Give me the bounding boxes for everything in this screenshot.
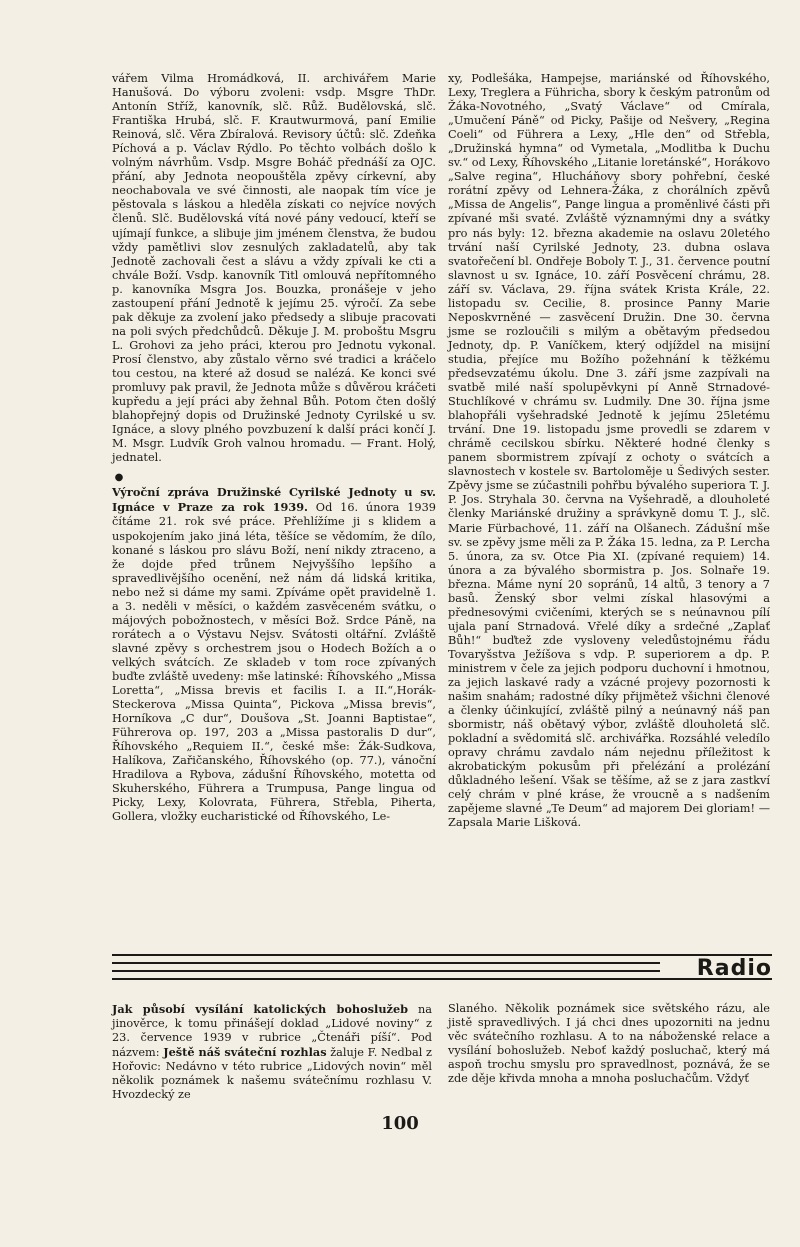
annual-report-title: Výroční zpráva Družinské Cyrilské Jednoty u sv. Ignáce v Praze za rok 1939.: [112, 485, 436, 515]
radio-article: [112, 1002, 432, 1102]
radio-left-column: [112, 1002, 432, 1102]
annual-report-continued: xy, Podlešáka, Hampejse, mariánské od Říhovského, Lexy, Treglera a Führicha, sbory k českým patronům od Žáka-Novotného, „Svatý Václave“ od Cmírala, „Umučení Páně“ od Picky, Pašije od Nešvery, „Regina Coeli“ od Führera a Lexy, „Hle den“ od Střebla, „Družinská hymna“ od Vymetala, „Modlitba k Duchu sv.“ od Lexy, Říhovského „Litanie loretánské“, Horákovo „Salve regina“, Hlucháňovy sbory pohřební, české rorátní zpěvy od Lehnera-Žáka, z chorálních zpěvů „Missa de Angelis“, Pange lingua a proměnlivé části při zpívané mši svaté. Zvláště významnými dny a svátky pro nás byly: 12. března akademie na oslavu 20letého trvání naší Cyrilské Jednoty, 23. dubna oslava svatořečení bl. Ondřeje Boboly T. J., 31. července poutní slavnost u sv. Ignáce, 10. září Posvěcení chrámu, 28. září sv. Václava, 29. října svátek Krista Krále, 22. listopadu sv. Cecilie, 8. prosince Panny Marie Neposkvrněné — zasvěcení Družin. Dne 30. června jsme se rozloučili s milým a obětavým předsedou Jednoty, dp. P. Vaníčkem, který odjíždel na misijní studia, přejíce mu Božího požehnání k těžkému předsevzatému úkolu. Dne 3. září jsme zazpívali na svatbě milé naší spolupěvkyni pí Anně Strnadové-Stuchlíkové v chrámu sv. Ludmily. Dne 30. října jsme blahopřáli vyšehradské Jednotě k jejímu 25letému trvání. Dne 19. listopadu jsme provedli se zdarem v chrámě cecilskou sbírku. Některé hodné členky s panem sbormistrem zpívají z ochoty o svátcích a slavnostech v kostele sv. Bartoloměje u Šedivých sester. Zpěvy jsme se zúčastnili pohřbu bývalého superiora T. J. P. Jos. Stryhala 30. června na Vyšehradě, a dlouholeté členky Mariánské družiny a správkyně domu T. J., slč. Marie Fürbachové, 11. září na Olšanech. Zádušní mše sv. se zpěvy jsme měli za P. Žáka 15. ledna, za P. Lercha 5. února, za sv. Otce Pia XI. (zpívané requiem) 14. února a za bývalého sbormistra p. Jos. Solnaře 19. března. Máme nyní 20 sopránů, 14 altů, 3 tenory a 7 basů. Ženský sbor velmi získal hlasovými a přednesovými cvičeními, kterých se s neúnavnou pílí ujala paní Strnadová. Vřelé díky a srdečné „Zaplať Bůh!“ buďtež zde vysloveny veledůstojnému řádu Tovaryšstva Ježíšova s vdp. P. superiorem a dp. P. ministrem v čele za jejich podporu duchovní i hmotnou, za jejich laskavé rady a vzácné projevy pozornosti k našim snahám; radostné díky přijmětež všichni členové a členky účinkující, zvláště pilný a neúnavný náš pan sbormistr, náš obětavý výbor, zvláště dlouholetá slč. pokladní a svědomitá slč. archivářka. Rozsáhlé veledílo opravy chrámu zavdalo nám nejednu příležitost k akrobatickým pokusům při přelézání a prolézání důkladného lešení. Však se těšíme, až se z jara zastkví celý chrám v plné kráse, že vroucně a s nadšením zapějeme slavné „Te Deum“ ad majorem Dei gloriam! — Zapsala Marie Lišková.: [448, 72, 770, 830]
header-rule: [112, 970, 660, 972]
radio-right-column: [448, 1002, 770, 1086]
radio-section-header: [112, 950, 772, 984]
radio-article-text-2: žaluje F. Nedbal z Hořovic: Nedávno v této rubrice „Lidových novin“ měl několik poznámek k našemu svátečnímu rozhlasu V. Hvozdecký ze: [112, 1046, 432, 1102]
section-bullet: ●: [114, 472, 124, 484]
section-title: Radio: [696, 956, 772, 981]
header-rule: [112, 954, 772, 956]
page-number: 100: [381, 1113, 419, 1134]
meeting-report-end: vářem Vilma Hromádková, II. archivářem Marie Hanušová. Do výboru zvoleni: vsdp. Msgre ThDr. Antonín Stříž, kanovník, slč. Růž. Budělovská, slč. Františka Hrubá, slč. F. Krautwurmová, paní Emilie Reinová, slč. Věra Zbíralová. Revisory účtů: slč. Zdeňka Píchová a p. Václav Rýdlo. Po těchto volbách došlo k volným návrhům. Vsdp. Msgre Boháč přednáší za OJC. přání, aby Jednota neopouštěla zpěvy církevní, aby neochabovala ve své činnosti, ale naopak tím více je pěstovala s láskou a hleděla získati co nejvíce nových členů. Slč. Budělovská vítá nové pány vedoucí, kteří se ujímají funkce, a slibuje jim jménem členstva, že budou vždy pamětlivi slov zesnulých zakladatelů, aby tak Jednotě zachovali čest a slávu a vždy zpívali ke cti a chvále Boží. Vsdp. kanovník Titl omlouvá nepřítomného p. kanovníka Msgra Jos. Bouzka, pronášeje v jeho zastoupení přání Jednotě k jejímu 25. výročí. Za sebe pak děkuje za zvolení jako předsedy a slibuje pracovati na poli svých předchůdců. Děkuje J. M. proboštu Msgru L. Grohovi za jeho práci, kterou pro Jednotu vykonal. Prosí členstvo, aby zůstalo věrno své tradici a kráčelo tou cestou, na které až dosud se nalézá. Ke konci své promluvy pak pravil, že Jednota může s důvěrou kráčeti kupředu a její práci aby žehnal Bůh. Potom čten došlý blahopřejný dopis od Družinské Jednoty Cyrilské u sv. Ignáce, a slovy plného povzbuzení k další práci končí J. M. Msgr. Ludvík Groh valnou hromadu. — Frant. Holý, jednatel.: [112, 72, 436, 465]
radio-article-text: na jinověrce, k tomu přinášejí doklad „Lidové noviny“ z 23. července 1939 v rubrice „Čtenáři píší“. Pod názvem:: [112, 1003, 432, 1060]
radio-article-title: Jak působí vysílání katolických bohoslužeb: [112, 1002, 409, 1016]
right-column: [448, 72, 770, 831]
left-column: [112, 72, 436, 824]
header-rule: [112, 962, 660, 964]
annual-report-text: Od 16. února 1939 čítáme 21. rok své práce. Přehlížíme ji s klidem a uspokojením jako jiná léta, těšíce se vědomím, že dílo, konané s láskou pro slávu Boží, není nikdy ztraceno, a že dojde před trůnem Nejvyššího lepšího a spravedlivějšího ocenění, než nám dá lidská kritika, nebo než si dáme my sami. Zpíváme opět pravidelně 1. a 3. neděli v měsíci, o každém zasvěceném svátku, o májových pobožnostech, v měsíci Bož. Srdce Páně, na rorátech a o Výstavu Nejsv. Svátosti oltářní. Zvláště slavné zpěvy s orchestrem jsou o Hodech Božích a o velkých svátcích. Ze skladeb v tom roce zpívaných buďte zvláště uvedeny: mše latinské: Říhovského „Missa Loretta“, „Missa brevis et facilis I. a II.“,Horák-Steckerova „Missa Quinta“, Pickova „Missa brevis“, Horníkova „C dur“, Doušova „St. Joanni Baptistae“, Führerova op. 197, 203 a „Missa pastoralis D dur“, Říhovského „Requiem II.“, české mše: Žák-Sudkova, Halíkova, Zařičanského, Říhovského (op. 77.), vánoční Hradilova a Rybova, zádušní Říhovského, motetta od Skuherského, Führera a Trumpusa, Pange lingua od Picky, Lexy, Kolovrata, Führera, Střebla, Piherta, Gollera, vložky eucharistické od Říhovského, Le-: [112, 501, 436, 824]
radio-article-continued: Slaného. Několik poznámek sice světského rázu, ale jistě spravedlivých. I já chci dnes upozorniti na jednu věc svátečního rozhlasu. A to na náboženské relace a vysílání bohoslužeb. Neboť každý posluchač, který má aspoň trochu smyslu pro spravedlnost, poznává, že se zde děje křivda mnoha a mnoha posluchačům. Vždyť: [448, 1002, 770, 1086]
header-rule: [112, 978, 772, 980]
annual-report: [112, 485, 436, 824]
radio-article-subtitle: Ještě náš sváteční rozhlas: [163, 1045, 327, 1060]
